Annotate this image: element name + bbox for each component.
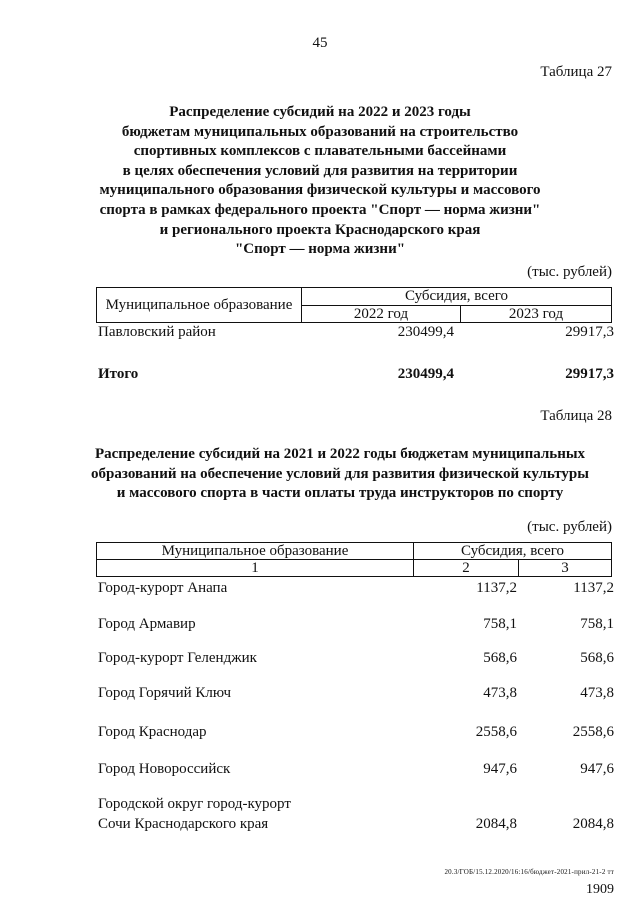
table-row [98, 685, 614, 703]
table-27-header [96, 287, 612, 323]
row-value-col2: 568,6 [483, 650, 517, 666]
total-label: Итого [98, 366, 139, 382]
row-municipality: Город Горячий Ключ [98, 685, 232, 701]
title-line: в целях обеспечения условий для развития на территории [122, 162, 518, 179]
table-row [98, 724, 614, 742]
row-municipality-line2: Сочи Краснодарского края [98, 816, 269, 832]
row-value-col2: 758,1 [483, 616, 517, 632]
row-municipality: Город-курорт Анапа [98, 580, 228, 596]
table-28-title [60, 445, 620, 504]
title-line: образований на обеспечение условий для развития физической культуры [91, 465, 589, 482]
table-row [98, 761, 614, 779]
table-27-label: Таблица 27 [540, 64, 612, 80]
title-line: "Спорт — норма жизни" [234, 241, 406, 258]
table-row [98, 580, 614, 598]
row-municipality: Павловский район [98, 324, 216, 340]
row-municipality: Город-курорт Геленджик [98, 650, 257, 666]
table-28-header [96, 542, 612, 577]
row-value-2023: 29917,3 [565, 324, 614, 340]
page-number: 45 [312, 35, 328, 51]
title-line: Распределение субсидий на 2022 и 2023 годы [169, 104, 471, 120]
total-row [98, 366, 614, 384]
row-value-col3: 568,6 [580, 650, 614, 666]
title-line: муниципального образования физической культуры и массового [99, 182, 541, 199]
row-value-col3: 1137,2 [573, 580, 614, 596]
table-27-title [60, 103, 580, 260]
row-municipality: Город Краснодар [98, 724, 207, 740]
row-value-col2: 473,8 [483, 685, 517, 701]
header-col-number-1: 1 [97, 560, 414, 577]
header-subsidy-total: Субсидия, всего [414, 543, 612, 560]
row-value-col2: 947,6 [483, 761, 517, 777]
header-col-number-2: 2 [414, 560, 519, 577]
document-code: 20.3/ГОБ/15.12.2020/16:16/бюджет-2021-прил-21-2 тт [444, 868, 614, 876]
sheet-number: 1909 [586, 882, 614, 897]
row-municipality-line1: Городской округ город-курорт [98, 796, 291, 812]
row-value-col3: 2084,8 [572, 816, 614, 832]
table-row [98, 616, 614, 634]
row-municipality: Город Новороссийск [98, 761, 231, 777]
header-col-number-3: 3 [519, 560, 612, 577]
title-line: и массового спорта в части оплаты труда инструкторов по спорту [116, 485, 564, 502]
row-value-col3: 758,1 [580, 616, 614, 632]
title-line: спорта в рамках федерального проекта "Спорт — норма жизни" [99, 201, 541, 218]
row-value-col2: 2558,6 [475, 724, 517, 740]
row-value-col3: 2558,6 [572, 724, 614, 740]
title-line: бюджетам муниципальных образований на строительство [121, 123, 519, 140]
total-value-2023: 29917,3 [565, 366, 614, 382]
table-row [98, 324, 614, 342]
row-value-col2: 2084,8 [475, 816, 517, 832]
title-line: и регионального проекта Краснодарского края [159, 221, 481, 238]
row-municipality: Город Армавир [98, 616, 196, 632]
table-row [98, 650, 614, 668]
title-line: Распределение субсидий на 2021 и 2022 годы бюджетам муниципальных [94, 446, 586, 462]
row-value-col2: 1137,2 [476, 580, 517, 596]
total-value-2022: 230499,4 [397, 366, 454, 382]
table-28-label: Таблица 28 [540, 408, 612, 424]
header-municipality: Муниципальное образование [97, 543, 414, 560]
row-value-2022: 230499,4 [397, 324, 454, 340]
table-row [98, 796, 614, 836]
header-subsidy-total: Субсидия, всего [302, 288, 612, 306]
table-27-units: (тыс. рублей) [527, 264, 612, 280]
row-value-col3: 473,8 [580, 685, 614, 701]
title-line: спортивных комплексов с плавательными бассейнами [133, 143, 507, 160]
header-year-2022: 2022 год [302, 305, 461, 323]
header-year-2023: 2023 год [461, 305, 612, 323]
header-municipality: Муниципальное образование [97, 288, 302, 323]
row-value-col3: 947,6 [580, 761, 614, 777]
table-28-units: (тыс. рублей) [527, 519, 612, 535]
